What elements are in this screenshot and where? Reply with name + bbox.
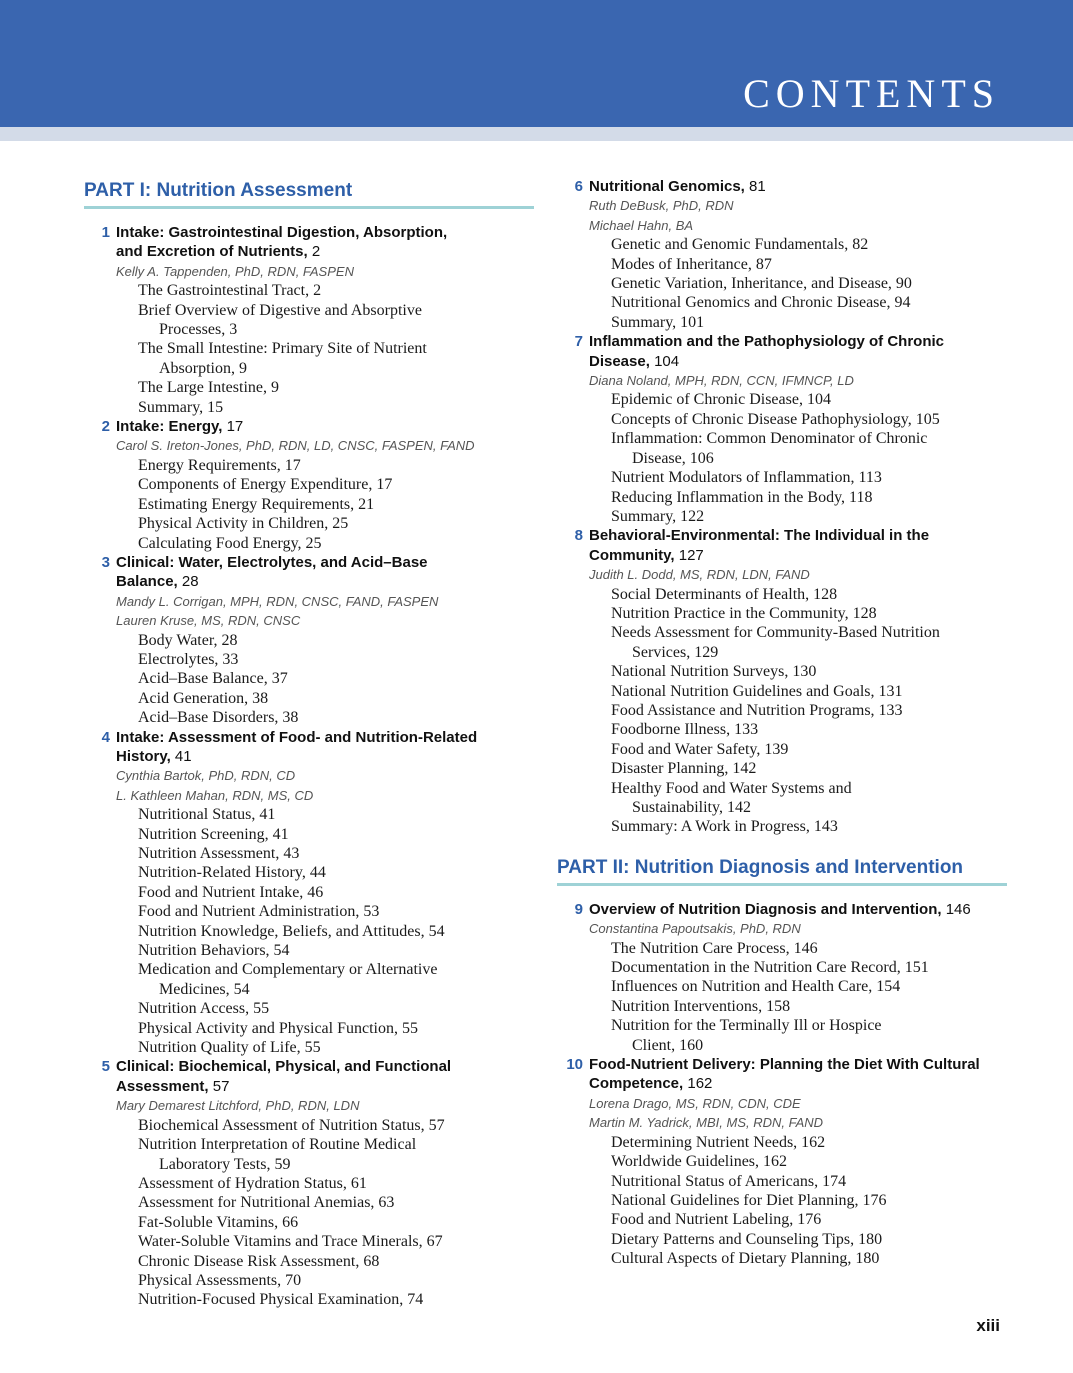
toc-chapter xyxy=(84,553,534,728)
chapter-author: Mary Demarest Litchford, PhD, RDN, LDN xyxy=(116,1098,360,1114)
chapter-author: Cynthia Bartok, PhD, RDN, CD xyxy=(116,768,296,784)
chapter-page: 104 xyxy=(654,352,680,370)
section-title: National Guidelines for Diet Planning, 176 xyxy=(611,1191,887,1209)
section-title: National Nutrition Guidelines and Goals, 131 xyxy=(611,682,903,700)
chapter-list xyxy=(557,900,1007,1269)
chapter-author: Lauren Kruse, MS, RDN, CNSC xyxy=(116,613,301,629)
section-title: Inflammation: Common Denominator of Chronic xyxy=(611,430,928,448)
chapter-title xyxy=(116,417,534,436)
toc-section xyxy=(589,585,1007,604)
chapter-number: 9 xyxy=(574,900,583,918)
chapter-author: Ruth DeBusk, PhD, RDN xyxy=(589,198,734,214)
section-title: Biochemical Assessment of Nutrition Status, 57 xyxy=(138,1116,445,1134)
section-title: Nutrition Interpretation of Routine Medical xyxy=(138,1136,417,1154)
left-column xyxy=(84,180,534,1310)
section-title: Medication and Complementary or Alternative xyxy=(138,961,438,979)
toc-section xyxy=(116,1135,534,1174)
toc-chapter xyxy=(557,1055,1007,1268)
chapter-list xyxy=(557,177,1007,837)
section-title: Summary, 15 xyxy=(138,398,224,416)
section-title: Influences on Nutrition and Health Care, 154 xyxy=(611,978,901,996)
toc-section xyxy=(589,662,1007,681)
section-title: Genetic and Genomic Fundamentals, 82 xyxy=(611,236,869,254)
toc-section xyxy=(116,1252,534,1271)
chapter-author: Kelly A. Tappenden, PhD, RDN, FASPEN xyxy=(116,263,354,279)
section-title-continued: Processes, 3 xyxy=(159,321,238,339)
section-title: Food and Nutrient Administration, 53 xyxy=(138,903,380,921)
section-title: Concepts of Chronic Disease Pathophysiology, 105 xyxy=(611,410,940,428)
section-title: Food and Nutrient Labeling, 176 xyxy=(611,1211,822,1229)
section-title: The Gastrointestinal Tract, 2 xyxy=(138,282,322,300)
chapter-author: Lorena Drago, MS, RDN, CDN, CDE xyxy=(589,1095,801,1111)
toc-section xyxy=(116,475,534,494)
toc-section xyxy=(589,1016,1007,1055)
section-title: The Small Intestine: Primary Site of Nutrient xyxy=(138,340,427,358)
toc-section xyxy=(589,623,1007,662)
toc-section xyxy=(116,1116,534,1135)
section-title: Physical Assessments, 70 xyxy=(138,1271,302,1289)
section-title: Reducing Inflammation in the Body, 118 xyxy=(611,488,873,506)
section-title: Nutritional Status of Americans, 174 xyxy=(611,1172,847,1190)
toc-section xyxy=(589,313,1007,332)
chapter-page: 146 xyxy=(945,900,971,918)
toc-section xyxy=(116,844,534,863)
chapter-number: 4 xyxy=(101,728,110,746)
chapter-title-line: Community, xyxy=(589,546,675,564)
section-title: Nutrition Practice in the Community, 128 xyxy=(611,604,877,622)
section-title: Healthy Food and Water Systems and xyxy=(611,779,852,797)
section-title: Nutrition Access, 55 xyxy=(138,1000,270,1018)
chapter-title-line: History, xyxy=(116,747,171,765)
toc-chapter xyxy=(84,1057,534,1309)
toc-section xyxy=(589,682,1007,701)
chapter-title xyxy=(116,728,534,767)
toc-section xyxy=(589,507,1007,526)
chapter-title xyxy=(589,1055,1007,1094)
chapter-number: 3 xyxy=(101,553,110,571)
section-title: Cultural Aspects of Dietary Planning, 180 xyxy=(611,1250,880,1268)
toc-section xyxy=(116,1271,534,1290)
chapter-title-line: Balance, xyxy=(116,573,178,591)
toc-chapter xyxy=(84,417,534,553)
section-title: Nutrition Assessment, 43 xyxy=(138,845,300,862)
section-title: Nutrition-Related History, 44 xyxy=(138,864,326,882)
chapter-list xyxy=(84,223,534,1310)
section-title-continued: Medicines, 54 xyxy=(159,980,250,998)
section-title: Documentation in the Nutrition Care Record, 151 xyxy=(611,959,929,977)
section-title: Electrolytes, 33 xyxy=(138,650,239,668)
section-title: Calculating Food Energy, 25 xyxy=(138,534,322,552)
section-title: National Nutrition Surveys, 130 xyxy=(611,663,817,681)
chapter-title-line: and Excretion of Nutrients, xyxy=(116,243,308,261)
toc-section xyxy=(589,390,1007,409)
toc-section xyxy=(589,429,1007,468)
toc-section xyxy=(589,1133,1007,1152)
toc-section xyxy=(116,378,534,397)
toc-section xyxy=(116,689,534,708)
toc-chapter xyxy=(557,900,1007,1055)
toc-section xyxy=(116,941,534,960)
toc-section xyxy=(589,604,1007,623)
section-title: Foodborne Illness, 133 xyxy=(611,721,759,739)
chapter-page: 127 xyxy=(678,546,704,564)
section-title: Components of Energy Expenditure, 17 xyxy=(138,476,393,494)
section-title: Water-Soluble Vitamins and Trace Minerals, 67 xyxy=(138,1233,443,1251)
header-rule xyxy=(0,127,1073,141)
chapter-page: 2 xyxy=(311,243,321,261)
part-heading: PART II: Nutrition Diagnosis and Intervention xyxy=(557,857,1007,886)
chapter-title xyxy=(589,332,1007,371)
chapter-number: 6 xyxy=(574,178,583,195)
chapter-author: L. Kathleen Mahan, RDN, MS, CD xyxy=(116,787,314,803)
chapter-title-line: Disease, xyxy=(589,352,650,370)
section-title: Nutritional Status, 41 xyxy=(138,806,276,824)
chapter-title-line: Competence, xyxy=(589,1075,684,1093)
section-title: Nutrition-Focused Physical Examination, 74 xyxy=(138,1291,424,1309)
section-title: Nutrient Modulators of Inflammation, 113 xyxy=(611,469,882,487)
toc-section xyxy=(589,410,1007,429)
section-title: The Nutrition Care Process, 146 xyxy=(611,939,818,957)
section-title: Body Water, 28 xyxy=(138,631,238,649)
toc-section xyxy=(589,1249,1007,1268)
toc-section xyxy=(116,1290,534,1309)
chapter-title-line: Inflammation and the Pathophysiology of Chronic xyxy=(589,333,945,351)
section-title: Worldwide Guidelines, 162 xyxy=(611,1153,788,1171)
section-title: Summary: A Work in Progress, 143 xyxy=(611,818,838,836)
chapter-page: 162 xyxy=(687,1075,713,1093)
chapter-title-line: Assessment, xyxy=(116,1077,209,1095)
chapter-title xyxy=(589,526,1007,565)
toc-section xyxy=(116,999,534,1018)
chapter-title-line: Food-Nutrient Delivery: Planning the Diet With Cultural xyxy=(589,1056,980,1074)
section-title: Nutrition Quality of Life, 55 xyxy=(138,1039,321,1057)
chapter-title xyxy=(589,900,1007,919)
section-title: Nutrition Knowledge, Beliefs, and Attitudes, 54 xyxy=(138,922,445,940)
toc-section xyxy=(116,495,534,514)
section-title: Brief Overview of Digestive and Absorptive xyxy=(138,301,422,319)
toc-section xyxy=(116,1174,534,1193)
section-title-continued: Laboratory Tests, 59 xyxy=(159,1155,291,1173)
section-title: Nutrition Interventions, 158 xyxy=(611,997,791,1015)
section-title: Assessment of Hydration Status, 61 xyxy=(138,1174,367,1192)
chapter-author: Diana Noland, MPH, RDN, CCN, IFMNCP, LD xyxy=(589,373,854,389)
toc-section xyxy=(116,1213,534,1232)
section-title: Food and Water Safety, 139 xyxy=(611,740,789,758)
section-title-continued: Absorption, 9 xyxy=(159,359,247,377)
section-title-continued: Client, 160 xyxy=(632,1036,704,1054)
toc-section xyxy=(116,805,534,824)
toc-section xyxy=(116,825,534,844)
toc-section xyxy=(116,514,534,533)
toc-section xyxy=(116,960,534,999)
section-title: Nutrition for the Terminally Ill or Hospice xyxy=(611,1017,882,1035)
toc-section xyxy=(116,863,534,882)
right-column xyxy=(557,177,1007,1269)
toc-section xyxy=(589,1172,1007,1191)
toc-section xyxy=(116,650,534,669)
toc-section xyxy=(116,1019,534,1038)
toc-section xyxy=(589,274,1007,293)
section-title-continued: Sustainability, 142 xyxy=(632,799,751,816)
toc-section xyxy=(116,339,534,378)
toc-section xyxy=(589,997,1007,1016)
page-number: xiii xyxy=(976,1316,1000,1335)
chapter-author: Mandy L. Corrigan, MPH, RDN, CNSC, FAND, FASPEN xyxy=(116,593,439,609)
section-title: Determining Nutrient Needs, 162 xyxy=(611,1133,826,1151)
toc-section xyxy=(589,1152,1007,1171)
toc-section xyxy=(589,740,1007,759)
section-title: Epidemic of Chronic Disease, 104 xyxy=(611,391,831,409)
section-title: Estimating Energy Requirements, 21 xyxy=(138,495,375,513)
toc-section xyxy=(116,708,534,727)
toc-chapter xyxy=(557,177,1007,332)
section-title: Nutritional Genomics and Chronic Disease, 94 xyxy=(611,294,911,312)
section-title: Fat-Soluble Vitamins, 66 xyxy=(138,1213,299,1231)
toc-section xyxy=(589,958,1007,977)
chapter-page: 17 xyxy=(226,418,244,436)
toc-chapter xyxy=(557,526,1007,837)
toc-section xyxy=(589,1230,1007,1249)
section-title: Nutrition Screening, 41 xyxy=(138,825,289,843)
toc-section xyxy=(589,759,1007,778)
chapter-title-line: Overview of Nutrition Diagnosis and Intervention, xyxy=(589,900,942,918)
section-title: Summary, 101 xyxy=(611,313,705,331)
chapter-page: 41 xyxy=(174,747,192,765)
section-title: Acid Generation, 38 xyxy=(138,689,269,707)
chapter-page: 57 xyxy=(212,1077,230,1095)
toc-section xyxy=(589,235,1007,254)
toc-section xyxy=(116,1038,534,1057)
section-title: Needs Assessment for Community-Based Nutrition xyxy=(611,624,940,642)
chapter-author: Judith L. Dodd, MS, RDN, LDN, FAND xyxy=(589,567,810,583)
chapter-title-line: Behavioral-Environmental: The Individual in the xyxy=(589,527,930,545)
section-title: Chronic Disease Risk Assessment, 68 xyxy=(138,1252,380,1270)
section-title: Food and Nutrient Intake, 46 xyxy=(138,883,324,901)
section-title: Summary, 122 xyxy=(611,507,705,525)
toc-section xyxy=(116,669,534,688)
toc-section xyxy=(116,902,534,921)
toc-section xyxy=(589,468,1007,487)
toc-section xyxy=(589,720,1007,739)
toc-section xyxy=(589,817,1007,836)
section-title: Food Assistance and Nutrition Programs, 133 xyxy=(611,701,903,719)
toc-section xyxy=(116,631,534,650)
chapter-author: Carol S. Ireton-Jones, PhD, RDN, LD, CNSC, FASPEN, FAND xyxy=(116,438,475,454)
toc-section xyxy=(589,939,1007,958)
chapter-title xyxy=(116,1057,534,1096)
chapter-title xyxy=(116,553,534,592)
chapter-page: 28 xyxy=(181,573,199,591)
chapter-title-line: Intake: Assessment of Food- and Nutrition-Related xyxy=(116,728,478,746)
section-title-continued: Services, 129 xyxy=(632,643,719,661)
toc-chapter xyxy=(557,332,1007,526)
section-title: Acid–Base Disorders, 38 xyxy=(138,709,299,727)
section-title: Energy Requirements, 17 xyxy=(138,456,301,474)
chapter-title-line: Clinical: Biochemical, Physical, and Functional xyxy=(116,1058,452,1076)
toc-section xyxy=(589,488,1007,507)
chapter-title xyxy=(589,177,1007,196)
chapter-number: 2 xyxy=(101,418,110,436)
section-title: Assessment for Nutritional Anemias, 63 xyxy=(138,1194,395,1212)
chapter-title-line: Intake: Energy, xyxy=(116,418,223,436)
section-title: Physical Activity in Children, 25 xyxy=(138,515,349,533)
toc-section xyxy=(589,1191,1007,1210)
part-heading: PART I: Nutrition Assessment xyxy=(84,180,534,209)
toc-section xyxy=(116,1193,534,1212)
section-title: Physical Activity and Physical Function, 55 xyxy=(138,1019,418,1037)
section-title: Modes of Inheritance, 87 xyxy=(611,255,772,273)
toc-section xyxy=(116,922,534,941)
toc-section xyxy=(116,534,534,553)
toc-section xyxy=(116,281,534,300)
toc-section xyxy=(589,1210,1007,1229)
chapter-author: Martin M. Yadrick, MBI, MS, RDN, FAND xyxy=(589,1115,824,1131)
section-title: Nutrition Behaviors, 54 xyxy=(138,942,290,960)
section-title: Disaster Planning, 142 xyxy=(611,760,757,778)
section-title: Acid–Base Balance, 37 xyxy=(138,670,288,688)
toc-section xyxy=(589,977,1007,996)
toc-section xyxy=(116,883,534,902)
chapter-title-line: Nutritional Genomics, xyxy=(589,178,745,195)
toc-section xyxy=(116,398,534,417)
chapter-number: 5 xyxy=(101,1058,110,1076)
section-title: Social Determinants of Health, 128 xyxy=(611,585,838,603)
toc-section xyxy=(589,701,1007,720)
toc-section xyxy=(589,779,1007,818)
section-title: The Large Intestine, 9 xyxy=(138,379,279,397)
chapter-number: 10 xyxy=(566,1056,583,1074)
chapter-title-line: Intake: Gastrointestinal Digestion, Absorption, xyxy=(116,224,448,241)
toc-chapter xyxy=(84,728,534,1058)
chapter-number: 8 xyxy=(574,527,583,545)
chapter-author: Constantina Papoutsakis, PhD, RDN xyxy=(589,921,801,937)
chapter-number: 7 xyxy=(574,333,583,351)
chapter-author: Michael Hahn, BA xyxy=(589,217,694,233)
toc-section xyxy=(116,301,534,340)
toc-section xyxy=(116,456,534,475)
page-title: CONTENTS xyxy=(743,71,1000,116)
chapter-number: 1 xyxy=(101,224,110,241)
toc-chapter xyxy=(84,223,534,417)
chapter-page: 81 xyxy=(749,178,766,195)
chapter-title xyxy=(116,223,534,262)
toc-section xyxy=(116,1232,534,1251)
toc-section xyxy=(589,293,1007,312)
chapter-title-line: Clinical: Water, Electrolytes, and Acid–Base xyxy=(116,553,428,571)
section-title-continued: Disease, 106 xyxy=(632,449,714,467)
section-title: Genetic Variation, Inheritance, and Disease, 90 xyxy=(611,275,912,293)
section-title: Dietary Patterns and Counseling Tips, 180 xyxy=(611,1230,883,1248)
toc-section xyxy=(589,255,1007,274)
